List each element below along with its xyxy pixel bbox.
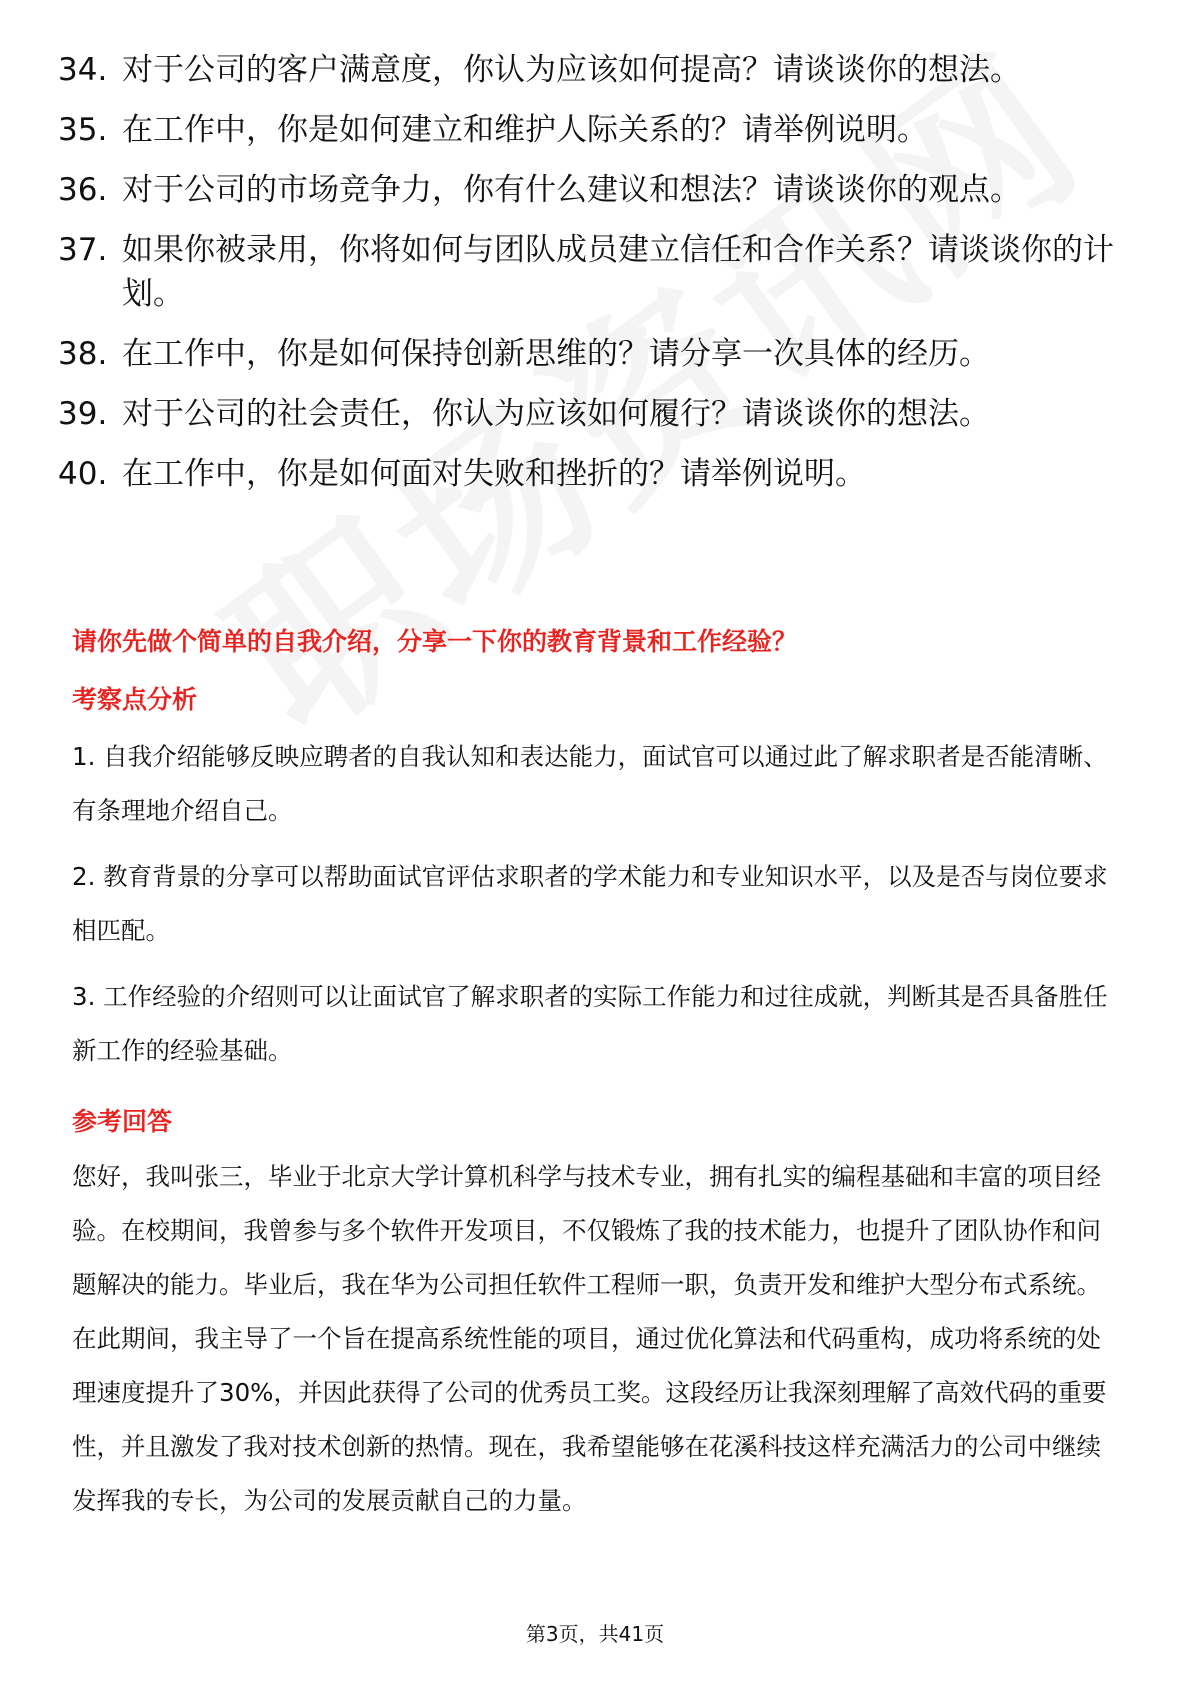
list-item [58, 452, 1138, 496]
question-number: 35. [58, 112, 108, 148]
list-item [58, 392, 1138, 436]
analysis-point-3: 3. 工作经验的介绍则可以让面试官了解求职者的实际工作能力和过往成就，判断其是否具备胜任新工作的经验基础。 [72, 982, 1108, 1065]
question-list [58, 48, 1138, 512]
answer-paragraph: 您好，我叫张三，毕业于北京大学计算机科学与技术专业，拥有扎实的编程基础和丰富的项目经验。在校期间，我曾参与多个软件开发项目，不仅锻炼了我的技术能力，也提升了团队协作和问题解决的能力。毕业后，我在华为公司担任软件工程师一职，负责开发和维护大型分布式系统。在此期间，我主导了一个旨在提高系统性能的项目，通过优化算法和代码重构，成功将系统的处理速度提升了30%，并因此获得了公司的优秀员工奖。这段经历让我深刻理解了高效代码的重要性，并且激发了我对技术创新的热情。现在，我希望能够在花溪科技这样充满活力的公司中继续发挥我的专长，为公司的发展贡献自己的力量。 [72, 1162, 1107, 1515]
section-question-title: 请你先做个简单的自我介绍，分享一下你的教育背景和工作经验？ [72, 627, 798, 656]
question-text: 对于公司的市场竞争力，你有什么建议和想法？请谈谈你的观点。 [122, 172, 1021, 208]
question-number: 38. [58, 336, 108, 372]
analysis-point-2: 2. 教育背景的分享可以帮助面试官评估求职者的学术能力和专业知识水平，以及是否与岗位要求相匹配。 [72, 862, 1108, 945]
question-text: 在工作中，你是如何保持创新思维的？请分享一次具体的经历。 [122, 336, 990, 372]
question-text: 在工作中，你是如何面对失败和挫折的？请举例说明。 [122, 456, 866, 492]
question-number: 37. [58, 232, 108, 268]
question-text: 如果你被录用，你将如何与团队成员建立信任和合作关系？请谈谈你的计划。 [122, 232, 1114, 312]
page-footer: 第3页，共41页 [525, 1622, 665, 1646]
question-number: 34. [58, 52, 108, 88]
list-item [58, 228, 1138, 316]
answer-heading: 参考回答 [72, 1107, 173, 1136]
question-text: 对于公司的社会责任，你认为应该如何履行？请谈谈你的想法。 [122, 396, 990, 432]
analysis-point-1: 1. 自我介绍能够反映应聘者的自我认知和表达能力，面试官可以通过此了解求职者是否能清晰、有条理地介绍自己。 [72, 742, 1108, 825]
question-number: 40. [58, 456, 108, 492]
list-item [58, 108, 1138, 152]
question-number: 36. [58, 172, 108, 208]
question-text: 在工作中，你是如何建立和维护人际关系的？请举例说明。 [122, 112, 928, 148]
list-item [58, 332, 1138, 376]
question-text: 对于公司的客户满意度，你认为应该如何提高？请谈谈你的想法。 [122, 52, 1021, 88]
question-number: 39. [58, 396, 108, 432]
analysis-heading: 考察点分析 [72, 685, 198, 714]
list-item [58, 48, 1138, 92]
list-item [58, 168, 1138, 212]
